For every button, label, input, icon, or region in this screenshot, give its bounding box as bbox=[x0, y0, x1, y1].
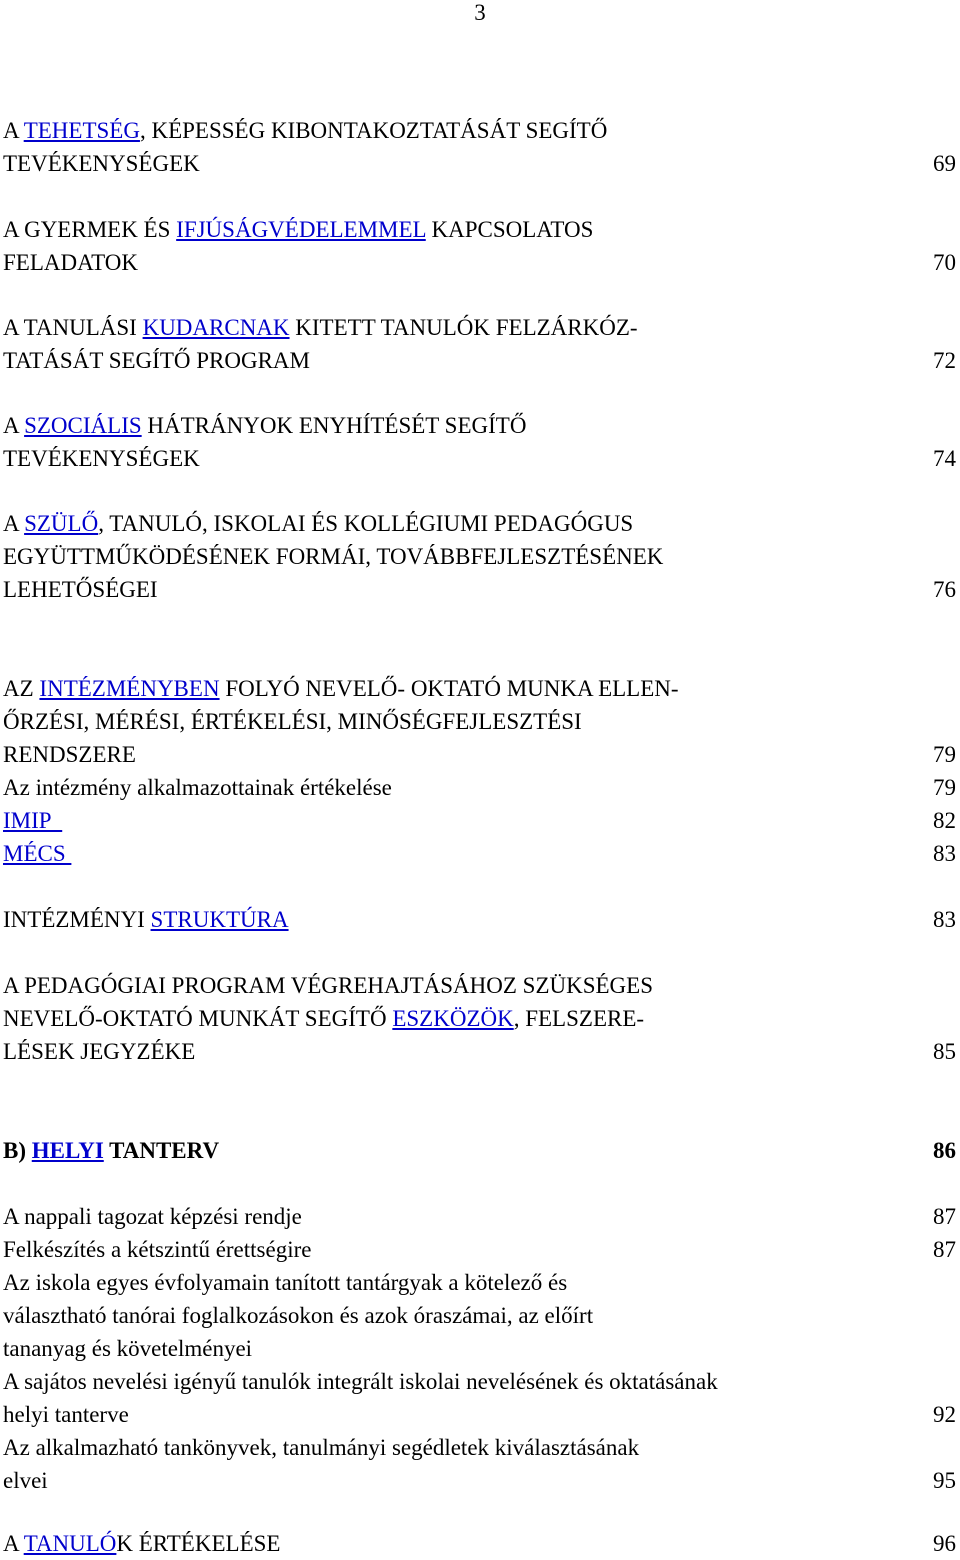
page-ref: 87 bbox=[933, 1204, 956, 1229]
toc-entry-szulo bbox=[3, 507, 956, 606]
entry-text: TATÁSÁT SEGÍTŐ PROGRAM bbox=[3, 348, 310, 373]
entry-text: A bbox=[3, 413, 25, 438]
toc-link-struktura[interactable]: STRUKTÚRA bbox=[150, 907, 289, 932]
page-ref: 83 bbox=[933, 907, 956, 932]
entry-text: HÁTRÁNYOK ENYHÍTÉSÉT SEGÍTŐ bbox=[141, 413, 527, 438]
entry-text: helyi tanterve bbox=[3, 1402, 129, 1427]
page-ref: 85 bbox=[933, 1039, 956, 1064]
toc-link-imip[interactable]: IMIP bbox=[3, 808, 63, 833]
page-ref: 79 bbox=[933, 775, 956, 800]
page-number: 3 bbox=[474, 0, 486, 25]
toc-entry-erettsegi bbox=[3, 1233, 956, 1266]
toc-entry-szocialis bbox=[3, 409, 956, 475]
entry-text: Felkészítés a kétszintű érettségire bbox=[3, 1237, 312, 1262]
toc-link-eszkozok[interactable]: ESZKÖZÖK bbox=[392, 1006, 514, 1031]
entry-text: RENDSZERE bbox=[3, 742, 136, 767]
toc-entry-sajatos-nevelesi bbox=[3, 1365, 956, 1431]
toc-link-tehetseg[interactable]: TEHETSÉG bbox=[23, 118, 140, 143]
page-ref: 70 bbox=[933, 250, 956, 275]
page-ref: 86 bbox=[933, 1138, 956, 1163]
entry-text: FELADATOK bbox=[3, 250, 139, 275]
toc-link-ifjusagvedelem[interactable]: IFJÚSÁGVÉDELEMMEL bbox=[176, 217, 426, 242]
page-ref: 92 bbox=[933, 1402, 956, 1427]
toc-entry-tankonyvek bbox=[3, 1431, 956, 1497]
entry-text: INTÉZMÉNYI bbox=[3, 907, 151, 932]
entry-text: A GYERMEK ÉS bbox=[3, 217, 177, 242]
entry-text: tananyag és követelményei bbox=[3, 1336, 253, 1361]
toc-entry-tehetseg bbox=[3, 114, 956, 180]
page-ref: 82 bbox=[933, 808, 956, 833]
entry-text: választható tanórai foglalkozásokon és azok óraszámai, az előírt bbox=[3, 1303, 594, 1328]
toc-entry-struktura bbox=[3, 903, 956, 936]
entry-text: Az alkalmazható tankönyvek, tanulmányi segédletek kiválasztásának bbox=[3, 1435, 640, 1460]
toc-entry-mecs bbox=[3, 837, 956, 870]
entry-text: ŐRZÉSI, MÉRÉSI, ÉRTÉKELÉSI, MINŐSÉGFEJLESZTÉSI bbox=[3, 709, 582, 734]
entry-text: TEVÉKENYSÉGEK bbox=[3, 446, 200, 471]
toc-link-tanulo[interactable]: TANULÓ bbox=[23, 1531, 117, 1556]
entry-text: A TANULÁSI bbox=[3, 315, 143, 340]
page-ref: 87 bbox=[933, 1237, 956, 1262]
toc-link-szulo[interactable]: SZÜLŐ bbox=[24, 511, 99, 536]
entry-text: A PEDAGÓGIAI PROGRAM VÉGREHAJTÁSÁHOZ SZÜKSÉGES bbox=[3, 973, 654, 998]
entry-text: A sajátos nevelési igényű tanulók integrált iskolai nevelésének és oktatásának bbox=[3, 1369, 718, 1394]
toc-entry-alkalmazottak bbox=[3, 771, 956, 804]
entry-text: LEHETŐSÉGEI bbox=[3, 577, 158, 602]
entry-text: KAPCSOLATOS bbox=[425, 217, 594, 242]
entry-text: K ÉRTÉKELÉSE bbox=[116, 1531, 281, 1556]
page-ref: 96 bbox=[933, 1531, 956, 1556]
entry-text: FOLYÓ NEVELŐ- OKTATÓ MUNKA ELLEN- bbox=[219, 676, 679, 701]
toc-entry-tantargyak bbox=[3, 1266, 956, 1365]
toc-link-helyi[interactable]: HELYI bbox=[31, 1138, 104, 1163]
entry-text: A bbox=[3, 1531, 24, 1556]
toc-entry-imip bbox=[3, 804, 956, 837]
entry-text: EGYÜTTMŰKÖDÉSÉNEK FORMÁI, TOVÁBBFEJLESZTÉSÉNEK bbox=[3, 544, 664, 569]
entry-text: , KÉPESSÉG KIBONTAKOZTATÁSÁT SEGÍTŐ bbox=[139, 118, 608, 143]
toc-entry-nappali bbox=[3, 1200, 956, 1233]
entry-text: Az iskola egyes évfolyamain tanított tantárgyak a kötelező és bbox=[3, 1270, 568, 1295]
entry-text: B) bbox=[3, 1138, 32, 1163]
toc-entry-kudarc bbox=[3, 311, 956, 377]
page-ref: 72 bbox=[933, 348, 956, 373]
entry-text: A bbox=[3, 511, 25, 536]
toc-entry-eszkozok bbox=[3, 969, 956, 1068]
entry-text: AZ bbox=[3, 676, 40, 701]
entry-text: TANTERV bbox=[103, 1138, 220, 1163]
entry-text: elvei bbox=[3, 1468, 48, 1493]
toc-entry-tanulok-ertekelese bbox=[3, 1527, 956, 1560]
toc-link-kudarc[interactable]: KUDARCNAK bbox=[142, 315, 290, 340]
entry-text: A nappali tagozat képzési rendje bbox=[3, 1204, 302, 1229]
toc-link-mecs[interactable]: MÉCS bbox=[3, 841, 72, 866]
toc-entry-helyi-tanterv bbox=[3, 1134, 956, 1167]
entry-text: A bbox=[3, 118, 24, 143]
toc-entry-ifjusagvedelem bbox=[3, 213, 956, 279]
entry-text: Az intézmény alkalmazottainak értékelése bbox=[3, 775, 392, 800]
page-ref: 76 bbox=[933, 577, 956, 602]
page-ref: 83 bbox=[933, 841, 956, 866]
entry-text: KITETT TANULÓK FELZÁRKÓZ- bbox=[289, 315, 638, 340]
page-ref: 74 bbox=[933, 446, 956, 471]
entry-text: NEVELŐ-OKTATÓ MUNKÁT SEGÍTŐ bbox=[3, 1006, 393, 1031]
page-ref: 95 bbox=[933, 1468, 956, 1493]
entry-text: , FELSZERE- bbox=[513, 1006, 645, 1031]
toc-link-szocialis[interactable]: SZOCIÁLIS bbox=[24, 413, 142, 438]
toc-entry-intezmenyben bbox=[3, 672, 956, 771]
page-ref: 79 bbox=[933, 742, 956, 767]
page-ref: 69 bbox=[933, 151, 956, 176]
toc-link-intezmenyben[interactable]: INTÉZMÉNYBEN bbox=[39, 676, 220, 701]
entry-text: , TANULÓ, ISKOLAI ÉS KOLLÉGIUMI PEDAGÓGUS bbox=[98, 511, 634, 536]
entry-text: TEVÉKENYSÉGEK bbox=[3, 151, 200, 176]
entry-text: LÉSEK JEGYZÉKE bbox=[3, 1039, 196, 1064]
